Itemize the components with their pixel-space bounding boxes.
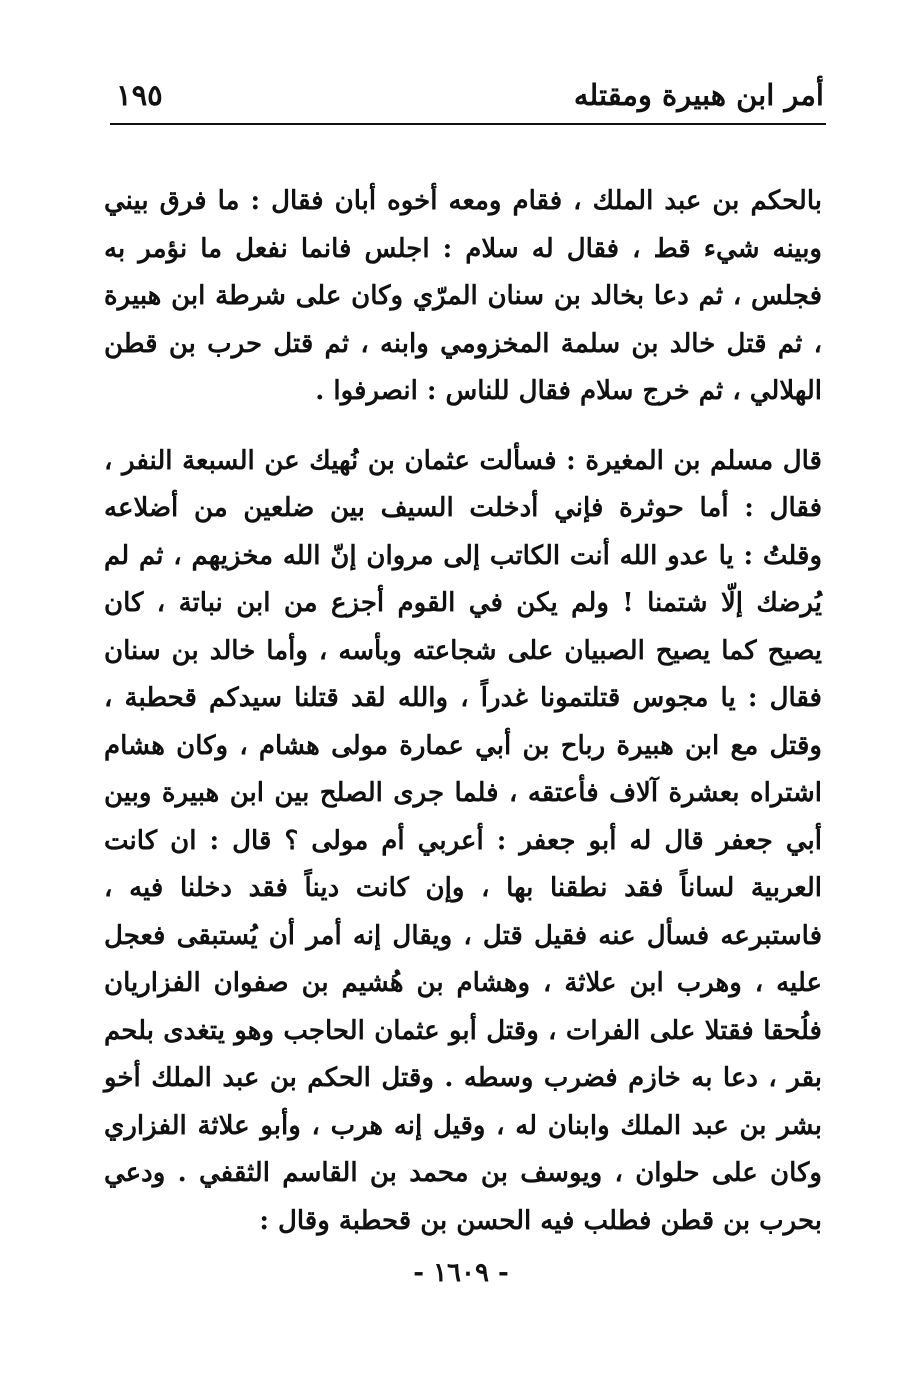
paragraph: بالحكم بن عبد الملك ، فقام ومعه أخوه أبان فقال : ما فرق بيني وبينه شيء قط ، فقال له سلام : اجلس فانما نفعل ما نؤمر به فجلس ، ثم دعا بخالد بن سنان المرّي وكان على شرطة ابن هبيرة ، ثم قتل خالد بن سلمة المخزومي وابنه ، ثم قتل حرب بن قطن الهلالي ، ثم خرج سلام فقال للناس : انصرفوا . <box>104 186 822 406</box>
main-text <box>104 178 822 1245</box>
running-title: أمر ابن هبيرة ومقتله <box>573 78 824 112</box>
header-divider <box>110 123 826 125</box>
header-page-number: ١٩٥ <box>116 78 163 112</box>
paragraph: قال مسلم بن المغيرة : فسألت عثمان بن نُهيك عن السبعة النفر ، فقال : أما حوثرة فإني أدخلت السيف بين ضلعين من أضلاعه وقلتُ : يا عدو الله أنت الكاتب إلى مروان إنّ الله مخزيهم ، ثم لم يُرضك إلّا شتمنا ! ولم يكن في القوم أجزع من ابن نباتة ، كان يصيح كما يصيح الصبيان على شجاعته وبأسه ، وأما خالد بن سنان فقال : يا مجوس قتلتمونا غدراً ، والله لقد قتلنا سيدكم قحطبة ، وقتل مع ابن هبيرة رباح بن أبي عمارة مولى هشام ، وكان هشام اشتراه بعشرة آلاف فأعتقه ، فلما جرى الصلح بين ابن هبيرة وبين أبي جعفر قال له أبو جعفر : أعربي أم مولى ؟ قال : ان كانت العربية لساناً فقد نطقنا بها ، وإن كانت ديناً فقد دخلنا فيه ، فاستبرعه فسأل عنه فقيل قتل ، ويقال إنه أمر أن يُستبقى فعجل عليه ، وهرب ابن علاثة ، وهشام بن هُشيم بن صفوان الفزاريان فلُحقا فقتلا على الفرات ، وقتل أبو عثمان الحاجب وهو يتغدى بلحم بقر ، دعا به خازم فضرب وسطه . وقتل الحكم بن عبد الملك أخو بشر بن عبد الملك وابنان له ، وقيل إنه هرب ، وأبو علاثة الفزاري وكان على حلوان ، ويوسف بن محمد بن القاسم الثقفي . ودعي بحرب بن قطن فطلب فيه الحسن بن قحطبة وقال : <box>104 445 822 1236</box>
running-header <box>110 78 824 122</box>
footer-page-number: - ١٦٠٩ - <box>413 1258 509 1288</box>
